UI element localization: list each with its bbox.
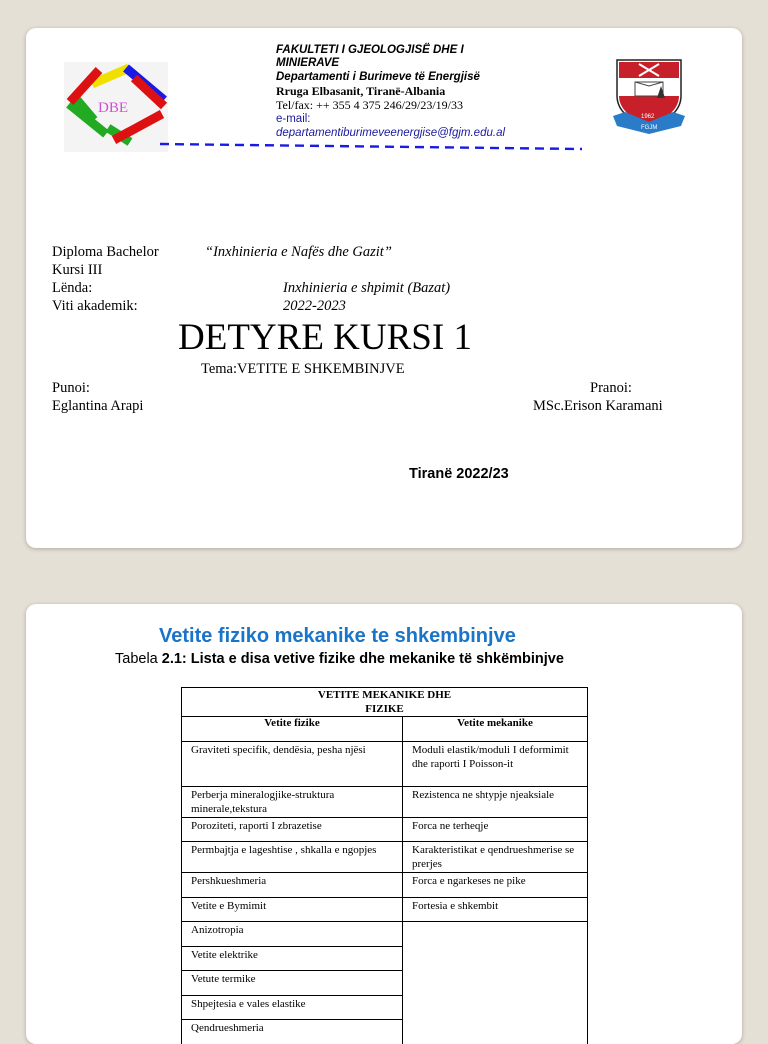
table-row	[182, 818, 588, 842]
content-page	[26, 604, 742, 1044]
col-header-fizike: Vetite fizike	[182, 717, 403, 742]
viti-value: 2022-2023	[283, 297, 346, 315]
place-year: Tiranë 2022/23	[409, 466, 509, 482]
table-row	[182, 842, 588, 873]
cell-fizike: Vetite elektrike	[182, 947, 403, 971]
cell-mekanike: Rezistenca ne shtypje njeaksiale	[403, 787, 588, 818]
address: Rruga Elbasanit, Tiranë-Albania	[276, 84, 445, 98]
cell-fizike: Pershkueshmeria	[182, 873, 403, 898]
table-row	[182, 922, 588, 947]
table-title-row	[182, 688, 588, 717]
pranoi-name: MSc.Erison Karamani	[533, 397, 663, 415]
cell-fizike: Anizotropia	[182, 922, 403, 947]
faculty-seal-icon	[611, 56, 687, 134]
document-title: DETYRE KURSI 1	[178, 316, 472, 360]
section-heading: Vetite fiziko mekanike te shkembinjve	[159, 625, 516, 648]
cell-mekanike: Moduli elastik/moduli I deformimit dhe raporti I Poisson-it	[403, 742, 588, 787]
cell-fizike: Qendrueshmeria	[182, 1020, 403, 1044]
cell-mekanike-empty	[403, 922, 588, 1044]
caption-prefix: Tabela	[115, 651, 162, 667]
diploma-label: Diploma Bachelor	[52, 243, 159, 261]
header-dashed-line	[158, 140, 584, 152]
lenda-value: Inxhinieria e shpimit (Bazat)	[283, 279, 450, 297]
table-title	[182, 688, 588, 717]
cell-fizike: Vetite e Bymimit	[182, 898, 403, 922]
seal-year: 1962	[641, 114, 655, 120]
punoi-label: Punoi:	[52, 379, 90, 397]
table-row	[182, 873, 588, 898]
table-caption	[115, 651, 564, 667]
seal-text: FGJM	[641, 125, 657, 131]
cell-fizike: Poroziteti, raporti I zbrazetise	[182, 818, 403, 842]
table-header-row	[182, 717, 588, 742]
tel-fax: Tel/fax: ++ 355 4 375 246/29/23/19/33	[276, 98, 463, 112]
email-label: e-mail:	[276, 113, 311, 126]
diploma-program: “Inxhinieria e Nafës dhe Gazit”	[205, 243, 392, 261]
cell-fizike: Shpejtesia e vales elastike	[182, 996, 403, 1020]
department-name: Departamenti i Burimeve të Energjisë	[276, 71, 480, 84]
email-link[interactable]: departamentiburimeveenergjise@fgjm.edu.al	[276, 127, 505, 140]
kursi-label: Kursi III	[52, 261, 102, 279]
table-title-line2: FIZIKE	[182, 703, 587, 717]
tema: Tema:VETITE E SHKEMBINJVE	[201, 360, 405, 378]
logo-text: DBE	[98, 100, 128, 116]
properties-table	[181, 687, 588, 1044]
cover-page	[26, 28, 742, 548]
pranoi-label: Pranoi:	[590, 379, 632, 397]
col-header-mekanike: Vetite mekanike	[403, 717, 588, 742]
table-row	[182, 898, 588, 922]
table-row	[182, 787, 588, 818]
viti-label: Viti akademik:	[52, 297, 138, 315]
dbe-logo	[64, 62, 168, 152]
cell-fizike: Vetute termike	[182, 971, 403, 996]
faculty-line1: FAKULTETI I GJEOLOGJISË DHE I	[276, 44, 464, 57]
cell-fizike: Permbajtja e lageshtise , shkalla e ngopjes	[182, 842, 403, 873]
cell-fizike: Graviteti specifik, dendësia, pesha njësi	[182, 742, 403, 787]
caption-text: 2.1: Lista e disa vetive fizike dhe mekanike të shkëmbinjve	[162, 651, 564, 667]
cell-fizike: Perberja mineralogjike-struktura minerale,tekstura	[182, 787, 403, 818]
table-title-line1: VETITE MEKANIKE DHE	[182, 689, 587, 703]
faculty-line2: MINIERAVE	[276, 57, 339, 70]
table-row	[182, 742, 588, 787]
lenda-label: Lënda:	[52, 279, 92, 297]
punoi-name: Eglantina Arapi	[52, 397, 143, 415]
cell-mekanike: Forca e ngarkeses ne pike	[403, 873, 588, 898]
cell-mekanike: Fortesia e shkembit	[403, 898, 588, 922]
cell-mekanike: Forca ne terheqje	[403, 818, 588, 842]
cell-mekanike: Karakteristikat e qendrueshmerise se prerjes	[403, 842, 588, 873]
